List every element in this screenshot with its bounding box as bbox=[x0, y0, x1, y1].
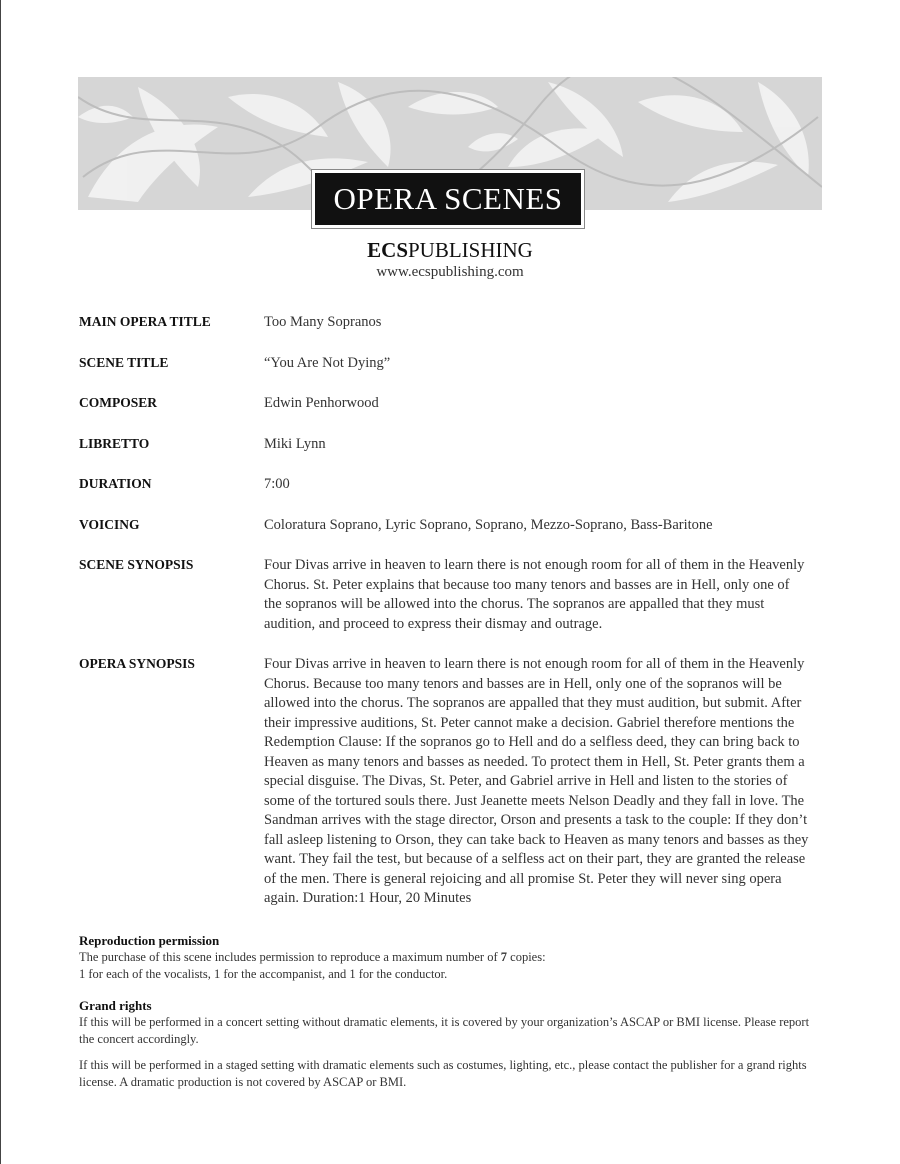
reproduction-heading: Reproduction permission bbox=[79, 933, 220, 948]
field-value: Coloratura Soprano, Lyric Soprano, Soprano, Mezzo-Soprano, Bass-Baritone bbox=[264, 516, 713, 533]
field-value: Four Divas arrive in heaven to learn there is not enough room for all of them in the Heavenly Chorus. St. Peter explains that because too many tenors and basses are in Hell, only one of the sopranos will be allowed into the chorus. The sopranos are appalled that they must audition, and proceed to express their dismay and outrage. bbox=[264, 557, 805, 632]
field-row-voicing bbox=[79, 516, 809, 536]
reproduction-text-after: copies: bbox=[507, 950, 546, 964]
reproduction-text bbox=[79, 949, 814, 966]
publisher-name-bold: ECS bbox=[367, 238, 408, 262]
field-row-main-opera-title bbox=[79, 313, 809, 333]
reproduction-copies: 7 bbox=[500, 950, 508, 964]
grand-rights-para2: If this will be performed in a staged setting with dramatic elements such as costumes, lighting, etc., please contact the publisher for a grand rights license. A dramatic production is not covered by ASCAP or BMI. bbox=[79, 1058, 807, 1089]
field-value: Edwin Penhorwood bbox=[264, 395, 379, 411]
grand-rights-para1: If this will be performed in a concert setting without dramatic elements, it is covered by your organization’s ASCAP or BMI license. Please report the concert accordingly. bbox=[79, 1015, 810, 1046]
field-row-opera-synopsis bbox=[79, 655, 809, 909]
publisher-website: www.ecspublishing.com bbox=[376, 264, 524, 280]
grand-rights-heading: Grand rights bbox=[79, 998, 152, 1013]
field-value: “You Are Not Dying” bbox=[264, 354, 391, 371]
publisher-name-rest: PUBLISHING bbox=[408, 238, 533, 262]
scene-info-table bbox=[79, 313, 809, 929]
field-label: COMPOSER bbox=[79, 395, 158, 410]
opera-scenes-title-box bbox=[312, 170, 584, 228]
field-row-scene-synopsis bbox=[79, 556, 809, 634]
field-label: SCENE SYNOPSIS bbox=[79, 557, 194, 572]
field-row-duration bbox=[79, 475, 809, 495]
field-label: MAIN OPERA TITLE bbox=[79, 314, 211, 329]
field-value: 7:00 bbox=[264, 476, 290, 492]
publisher-name bbox=[0, 238, 900, 263]
reproduction-line2: 1 for each of the vocalists, 1 for the accompanist, and 1 for the conductor. bbox=[79, 967, 448, 981]
field-label: OPERA SYNOPSIS bbox=[79, 656, 195, 671]
field-value: Miki Lynn bbox=[264, 435, 326, 452]
field-label: LIBRETTO bbox=[79, 435, 150, 451]
field-row-scene-title bbox=[79, 354, 809, 374]
field-label: SCENE TITLE bbox=[79, 354, 169, 370]
field-row-libretto bbox=[79, 435, 809, 455]
field-row-composer bbox=[79, 394, 809, 414]
field-label: DURATION bbox=[79, 476, 152, 491]
permissions-notes bbox=[79, 932, 814, 1091]
field-value: Four Divas arrive in heaven to learn there is not enough room for all of them in the Heavenly Chorus. Because too many tenors and basses are in Hell, only one of the sopranos will be allowed into the chorus. The sopranos are appalled that they must audition, but submit. After their impressive auditions, St. Peter cannot make a decision. Gabriel therefore mentions the Redemption Clause: If the sopranos go to Hell and do a selfless deed, they can bring back to Heaven as many tenors and basses as needed. To protect them in Hell, St. Peter grants them a special disguise. The Divas, St. Peter, and Gabriel arrive in Hell and listen to the stories of some of the tortured souls there. Just Jeanette meets Nelson Deadly and they fall in love. The Sandman arrives with the stage director, Orson and presents a task to the couple: If they don’t fall asleep listening to Orson, they can take back to Heaven as many tenors and basses as they want. They fail the test, but because of a selfless act on their part, they are granted the release of the men. There is general rejoicing and all promise St. Peter they will never sing opera again. Duration:1 Hour, 20 Minutes bbox=[264, 656, 809, 906]
field-value: Too Many Sopranos bbox=[264, 314, 382, 330]
page-edge bbox=[0, 0, 1, 1164]
page-title: OPERA SCENES bbox=[333, 181, 563, 216]
reproduction-text-before: The purchase of this scene includes permission to reproduce a maximum number of bbox=[79, 950, 501, 964]
field-label: VOICING bbox=[79, 516, 140, 532]
